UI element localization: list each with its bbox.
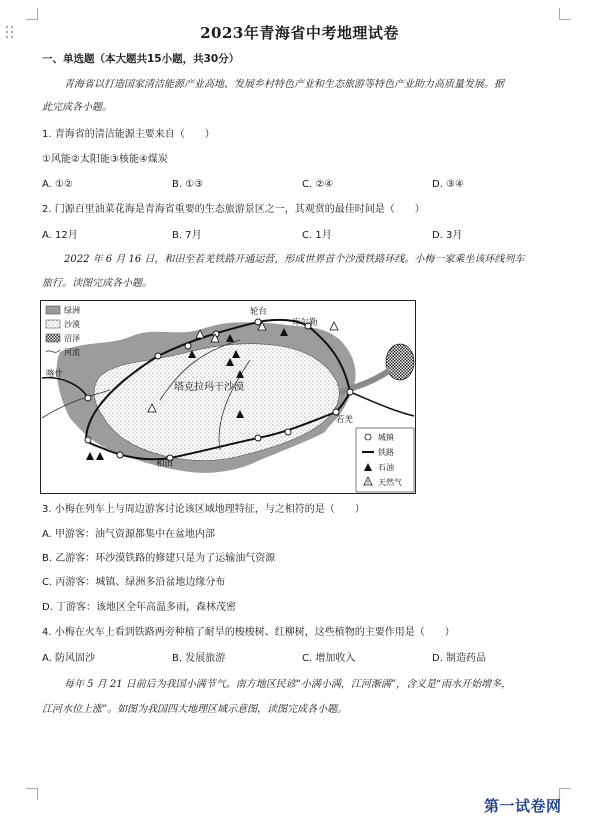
question-1-option-a[interactable]: A. ①② xyxy=(42,179,73,190)
label-kashi: 喀什 xyxy=(46,369,64,379)
legend-river: 河流 xyxy=(64,348,80,357)
label-kuerle: 库尔勒 xyxy=(292,318,318,328)
question-1-statements: ①风能②太阳能③核能④煤炭 xyxy=(42,154,168,165)
intro-2-line-1: 2022 年 6 月 16 日，和田至若羌铁路开通运营，形成世界首个沙漠铁路环线。小梅一家乘坐该环线列车 xyxy=(64,254,525,265)
question-3-option-c[interactable]: C. 丙游客：城镇、绿洲多沿盆地边缘分布 xyxy=(42,577,226,588)
legend-right xyxy=(356,428,414,492)
intro-1-line-1: 青海省以打造国家清洁能源产业高地、发展乡村特色产业和生态旅游等特色产业助力高质量发展。据 xyxy=(64,79,504,90)
question-2-option-d[interactable]: D. 3月 xyxy=(432,230,463,241)
question-2-stem: 2. 门源百里油菜花海是青海省重要的生态旅游景区之一，其观赏的最佳时间是（ ） xyxy=(42,204,425,215)
question-1-option-d[interactable]: D. ③④ xyxy=(432,179,464,190)
question-2-option-a[interactable]: A. 12月 xyxy=(42,230,78,241)
intro-3-line-1: 每年 5 月 21 日前后为我国小满节气。南方地区民谚“小满小满，江河渐满”，含义是“雨水开始增多， xyxy=(64,679,512,690)
section-heading: 一、单选题（本大题共15小题，共30分） xyxy=(42,53,240,65)
question-3-option-b[interactable]: B. 乙游客：环沙漠铁路的修建只是为了运输油气资源 xyxy=(42,553,276,564)
question-3-option-d[interactable]: D. 丁游客：该地区全年高温多雨，森林茂密 xyxy=(42,602,237,613)
legend-marsh: 沼泽 xyxy=(64,334,80,343)
crop-mark-bottom-left xyxy=(26,788,38,800)
legend-town: 城镇 xyxy=(378,433,394,442)
label-desert: 塔克拉玛干沙漠 xyxy=(174,382,244,393)
question-3-option-a[interactable]: A. 甲游客：油气资源都集中在盆地内部 xyxy=(42,529,216,540)
legend-railway: 铁路 xyxy=(378,448,394,457)
question-1-stem: 1. 青海省的清洁能源主要来自（ ） xyxy=(42,129,215,140)
intro-1-line-2: 此完成各小题。 xyxy=(42,102,112,113)
legend-desert: 沙漠 xyxy=(64,320,80,329)
question-2-option-b[interactable]: B. 7月 xyxy=(172,230,202,241)
question-4-option-d[interactable]: D. 制造药品 xyxy=(432,653,487,664)
question-4-option-a[interactable]: A. 防风固沙 xyxy=(42,653,96,664)
crop-mark-top-left xyxy=(26,8,38,20)
site-watermark[interactable]: 第一试卷网 xyxy=(484,797,562,815)
legend-gas: 天然气 xyxy=(378,478,402,487)
intro-2-line-2: 旅行。读图完成各小题。 xyxy=(42,278,152,289)
question-1-option-c[interactable]: C. ②④ xyxy=(302,179,334,190)
legend-oil: 石油 xyxy=(378,463,394,472)
page-title: 2023年青海省中考地理试卷 xyxy=(200,24,399,42)
tarim-basin-map xyxy=(40,300,416,494)
question-4-option-b[interactable]: B. 发展旅游 xyxy=(172,653,226,664)
question-3-stem: 3. 小梅在列车上与周边游客讨论该区域地理特征，与之相符的是（ ） xyxy=(42,504,365,515)
question-1-option-b[interactable]: B. ①③ xyxy=(172,179,204,190)
question-2-option-c[interactable]: C. 1月 xyxy=(302,230,332,241)
label-hetian: 和田 xyxy=(156,459,174,469)
crop-mark-top-right xyxy=(559,8,571,20)
intro-3-line-2: 江河水位上涨”。如图为我国四大地理区域示意图，读图完成各小题。 xyxy=(42,704,348,715)
legend-oasis: 绿洲 xyxy=(64,306,80,315)
label-ruoqiang: 若羌 xyxy=(336,415,354,425)
question-4-option-c[interactable]: C. 增加收入 xyxy=(302,653,356,664)
label-luntai: 轮台 xyxy=(250,307,268,317)
question-4-stem: 4. 小梅在火车上看到铁路两旁种植了耐旱的梭梭树、红柳树，这些植物的主要作用是（ ） xyxy=(42,627,455,638)
marsh-area xyxy=(386,344,414,380)
